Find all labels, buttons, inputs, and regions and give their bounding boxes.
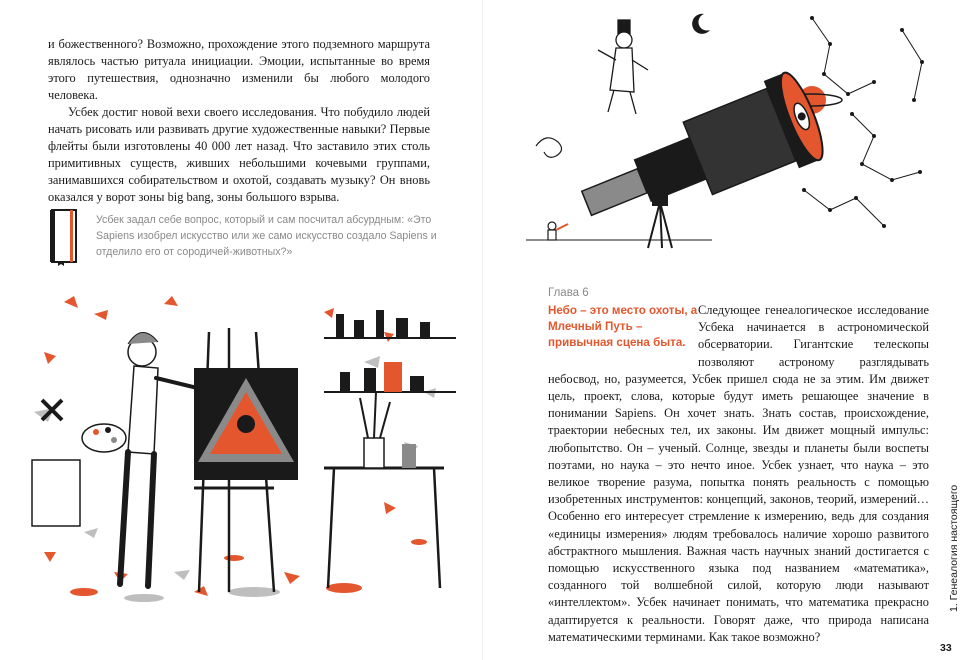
heading-spacer bbox=[548, 302, 698, 354]
side-note-text: Усбек задал себе вопрос, который и сам посчитал абсурдным: «Это Sapiens изобрел искусство или же само искусство создало Sapiens и отделило его от сородичей-животных?» bbox=[96, 214, 437, 258]
page-number: 33 bbox=[940, 642, 952, 654]
right-body-text bbox=[548, 302, 929, 646]
side-note bbox=[48, 208, 448, 268]
painter-illustration bbox=[24, 292, 464, 610]
page-gutter bbox=[482, 0, 483, 660]
notebook-icon bbox=[48, 208, 82, 266]
left-paragraph-2: Усбек достиг новой вехи своего исследования. Что побудило людей начать рисовать или развивать другие художественные навыки? Первые флейты были изготовлены 40 000 лет назад. Что заставило этих столь примитивных существ, живших небольшими кочевыми группами, занимавшихся собирательством и охотой, создавать музыку? Он вновь оказался у ворот зоны big bang, зоны большого взрыва. bbox=[48, 105, 430, 204]
chapter-title: Небо – это место охоты, а Млечный Путь – привычная сцена быта. bbox=[548, 304, 698, 349]
left-paragraph-1: и божественного? Возможно, прохождение этого подземного маршрута являлось частью ритуала инициации. Эмоции, испытанные во время этого путешествия, однозначно изменили бы любого молодого человека. bbox=[48, 37, 430, 102]
running-head: 1. Генеалогия настоящего bbox=[948, 484, 960, 612]
right-paragraph: Следующее генеалогическое исследование Усбека начинается в астрономической обсерватории. Гигантские телескопы позволяют астроному разглядывать небосвод, но, разумеется, Усбек пришел сюда не за этим. Им движет цель, проект, слова, которые будут иметь решающее значение в понимании Sapiens. Он хочет знать. Знать состав, происхождение, траектории небесных тел, их законы. Им движет мощный импульс: любопытство. Он – ученый. Солнце, звезды и планеты были воспеты поэтами, но наука – это нечто иное. Усбек узнает, что наука – это великое творение разума, попытка понять реальность с помощью изобретенных инструментов: концепций, законов, теорий, измерений… Особенно его интересует стремление к измерению, ведь для создания «единицы измерения» людям требовалось наличие хорошо развитого абстрактного мышления. Важная часть научных знаний достигается с помощью искусственного языка под названием «математика», созданного той волшебной силой, которую люди называют «интеллектом». Усбек начинает понимать, что математика прекрасно адаптируется к реальности. Говорят даже, что природа написана математическими терминами. Как такое возможно? bbox=[548, 303, 929, 644]
chapter-label: Глава 6 bbox=[548, 287, 589, 299]
left-body-text bbox=[48, 36, 430, 206]
telescope-illustration bbox=[512, 4, 960, 254]
